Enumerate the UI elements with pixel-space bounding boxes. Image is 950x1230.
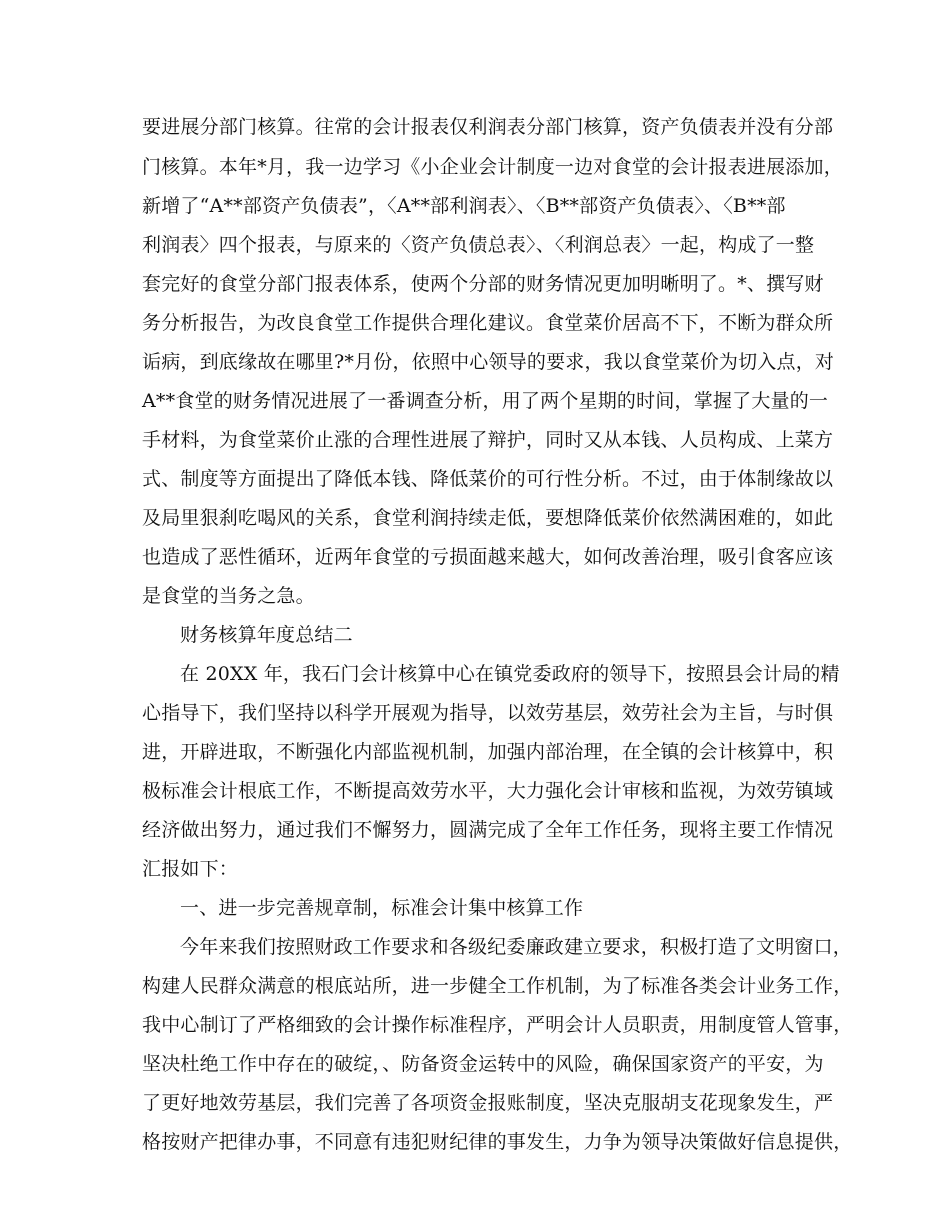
text-line: 心指导下，我们坚持以科学开展观为指导，以效劳基层，效劳社会为主旨，与时俱 [142,702,834,724]
text-line: 进，开辟进取，不断强化内部监视机制，加强内部治理，在全镇的会计核算中，积 [142,741,834,763]
text-line: 要进展分部门核算。往常的会计报表仅利润表分部门核算，资产负债表并没有分部 [142,116,834,138]
text-line: 套完好的食堂分部门报表体系，使两个分部的财务情况更加明晰明了。*、撰写财 [142,273,824,295]
text-line: 我中心制订了严格细致的会计操作标准程序，严明会计人员职责，用制度管人管事， [142,1014,853,1036]
text-line: 诟病，到底缘故在哪里?*月份，依照中心领导的要求，我以食堂菜价为切入点，对 [142,351,835,373]
text-line: A**食堂的财务情况进展了一番调查分析，用了两个星期的时间，掌握了大量的一 [142,390,829,412]
section-heading: 财务核算年度总结二 [180,624,353,646]
text-line: 构建人民群众满意的根底站所，进一步健全工作机制，为了标准各类会计业务工作， [142,975,853,997]
text-line: 也造成了恶性循环，近两年食堂的亏损面越来越大，如何改善治理，吸引食客应该 [142,546,834,568]
section-heading: 一、进一步完善规章制，标准会计集中核算工作 [180,897,584,919]
text-line: 利润表〉四个报表，与原来的〈资产负债总表〉、〈利润总表〉一起，构成了一整 [142,234,815,256]
text-line: 经济做出努力，通过我们不懈努力，圆满完成了全年工作任务，现将主要工作情况 [142,819,834,841]
text-line: 坚决杜绝工作中存在的破绽，、防备资金运转中的风险，确保国家资产的平安，为 [142,1053,824,1075]
text-line: 手材料，为食堂菜价止涨的合理性进展了辩护，同时又从本钱、人员构成、上菜方 [142,429,834,451]
text-line: 是食堂的当务之急。 [142,585,315,607]
text-line: 及局里狠刹吃喝风的关系，食堂利润持续走低，要想降低菜价依然满困难的，如此 [142,507,834,529]
text-line: 极标准会计根底工作，不断提高效劳水平，大力强化会计审核和监视，为效劳镇域 [142,780,834,802]
text-line: 格按财产把律办事，不同意有违犯财纪律的事发生，力争为领导决策做好信息提供， [142,1131,853,1153]
text-line: 门核算。本年*月，我一边学习《小企业会计制度一边对食堂的会计报表进展添加， [142,156,843,178]
text-line: 汇报如下： [142,858,239,880]
text-line: 在 20XX 年，我石门会计核算中心在镇党委政府的领导下，按照县会计局的精 [180,663,840,685]
text-line: 务分析报告，为改良食堂工作提供合理化建议。食堂菜价居高不下，不断为群众所 [142,312,834,334]
text-line: 今年来我们按照财政工作要求和各级纪委廉政建立要求，积极打造了文明窗口， [180,936,853,958]
text-line: 式、制度等方面提出了降低本钱、降低菜价的可行性分析。不过，由于体制缘故以 [142,468,834,490]
text-line: 了更好地效劳基层，我们完善了各项资金报账制度，坚决克服胡支花现象发生，严 [142,1092,834,1114]
text-line: 新增了“A**部资产负债表”，〈A**部利润表〉、〈B**部资产负债表〉、〈B**部 [142,195,786,217]
